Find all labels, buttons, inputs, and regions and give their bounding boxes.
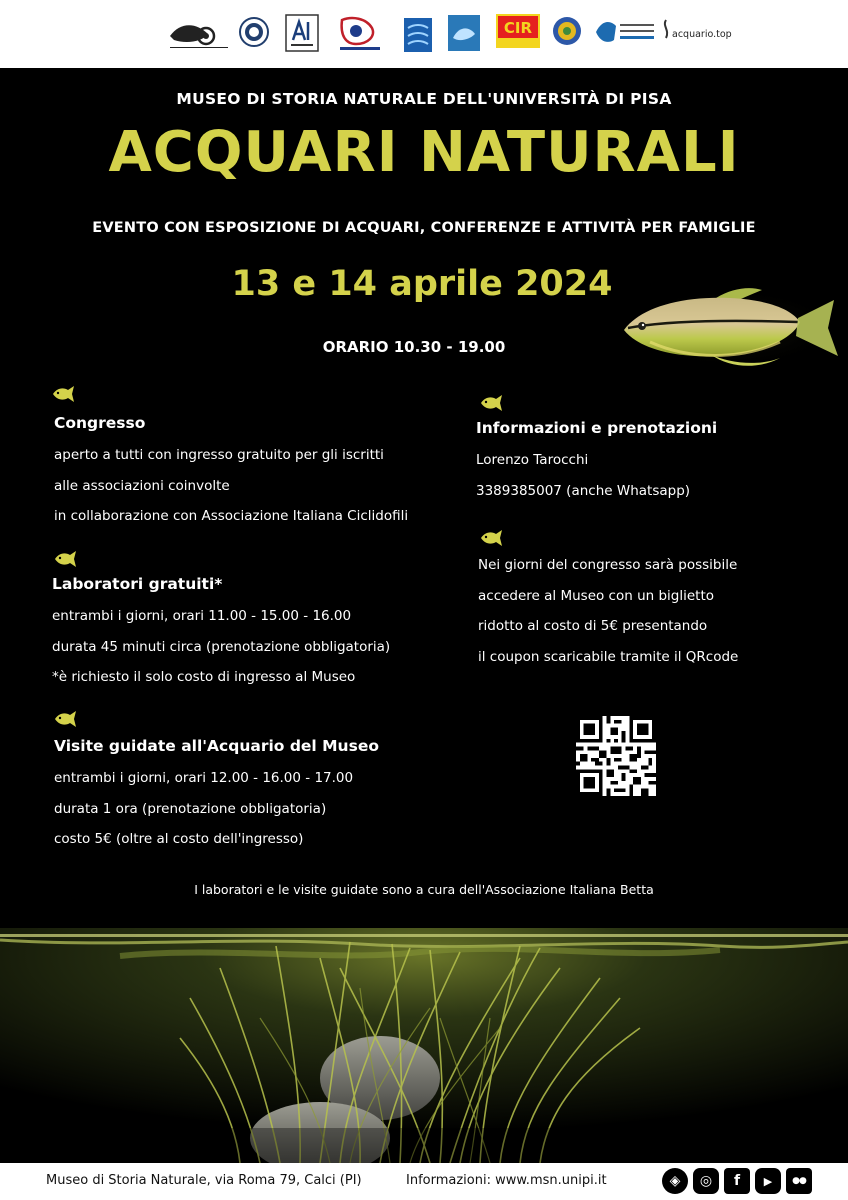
museo-storia-naturale-logo bbox=[166, 14, 232, 54]
svg-text:acquario.top: acquario.top bbox=[672, 29, 732, 40]
club-acquariofilo-logo bbox=[402, 14, 434, 54]
associazione-italiana-betta-logo bbox=[336, 14, 384, 54]
round-club-logo bbox=[552, 14, 582, 48]
congresso-section bbox=[54, 414, 474, 532]
visite-line: costo 5€ (oltre al costo dell'ingresso) bbox=[54, 831, 304, 847]
event-title: ACQUARI NATURALI bbox=[108, 120, 740, 185]
museo-ticket-section bbox=[478, 550, 838, 672]
congresso-line: aperto a tutti con ingresso gratuito per gli iscritti bbox=[54, 447, 384, 463]
associazione-italiana-ciclidofili-logo bbox=[594, 14, 656, 50]
fish-bullet-icon bbox=[478, 394, 504, 412]
visite-section bbox=[54, 737, 474, 855]
museum-heading: MUSEO DI STORIA NATURALE DELL'UNIVERSITÀ DI PISA bbox=[176, 90, 672, 108]
footer-website[interactable]: Informazioni: www.msn.unipi.it bbox=[406, 1173, 607, 1188]
laboratori-section bbox=[52, 575, 472, 693]
event-date: 13 e 14 aprile 2024 bbox=[231, 264, 613, 304]
laboratori-line: *è richiesto il solo costo di ingresso al Museo bbox=[52, 669, 356, 685]
museo-ticket-line: Nei giorni del congresso sarà possibile bbox=[478, 557, 738, 573]
gourami-fish-image bbox=[620, 280, 845, 370]
museum-logo-icon[interactable]: ◈ bbox=[662, 1168, 688, 1194]
visite-line: durata 1 ora (prenotazione obbligatoria) bbox=[54, 800, 327, 817]
fish-bullet-icon bbox=[50, 385, 76, 403]
info-phone: 3389385007 (anche Whatsapp) bbox=[476, 482, 691, 499]
youtube-icon[interactable]: ▶ bbox=[755, 1168, 781, 1194]
killifish-logo bbox=[447, 14, 481, 52]
svg-text:CIR: CIR bbox=[503, 19, 533, 37]
laboratori-title: Laboratori gratuiti* bbox=[52, 575, 223, 593]
event-subtitle: EVENTO CON ESPOSIZIONE DI ACQUARI, CONFERENZE E ATTIVITÀ PER FAMIGLIE bbox=[92, 220, 756, 236]
info-contact-name: Lorenzo Tarocchi bbox=[476, 452, 589, 468]
footer bbox=[0, 1163, 848, 1200]
instagram-icon[interactable]: ◎ bbox=[693, 1168, 719, 1194]
visite-title: Visite guidate all'Acquario del Museo bbox=[54, 737, 379, 755]
aquarium-plants-image bbox=[0, 928, 848, 1163]
flickr-icon[interactable]: ●● bbox=[786, 1168, 812, 1194]
universita-pisa-seal bbox=[238, 14, 270, 52]
info-title: Informazioni e prenotazioni bbox=[476, 419, 718, 437]
info-section bbox=[476, 419, 836, 506]
congresso-title: Congresso bbox=[54, 414, 146, 432]
laboratori-line: entrambi i giorni, orari 11.00 - 15.00 - 16.00 bbox=[52, 608, 352, 624]
fish-bullet-icon bbox=[52, 710, 78, 728]
acquario-top-logo bbox=[660, 14, 732, 48]
laboratori-line: durata 45 minuti circa (prenotazione obbligatoria) bbox=[52, 638, 391, 655]
visite-line: entrambi i giorni, orari 12.00 - 16.00 - 17.00 bbox=[54, 770, 354, 786]
qr-code[interactable] bbox=[576, 716, 656, 796]
congresso-line: alle associazioni coinvolte bbox=[54, 477, 230, 494]
facebook-icon[interactable]: f bbox=[724, 1168, 750, 1194]
fish-bullet-icon bbox=[478, 529, 504, 547]
poster-body bbox=[0, 68, 848, 1163]
museo-ticket-line: accedere al Museo con un biglietto bbox=[478, 587, 715, 604]
congresso-line: in collaborazione con Associazione Italiana Ciclidofili bbox=[54, 508, 409, 524]
cir-logo bbox=[496, 14, 540, 48]
fish-bullet-icon bbox=[52, 550, 78, 568]
organizer-note: I laboratori e le visite guidate sono a cura dell'Associazione Italiana Betta bbox=[194, 882, 654, 897]
footer-address: Museo di Storia Naturale, via Roma 79, Calci (PI) bbox=[46, 1173, 362, 1188]
event-hours: ORARIO 10.30 - 19.00 bbox=[322, 338, 506, 356]
aik-logo bbox=[285, 14, 319, 52]
museo-ticket-line: il coupon scaricabile tramite il QRcode bbox=[478, 648, 739, 665]
museo-ticket-line: ridotto al costo di 5€ presentando bbox=[478, 618, 708, 634]
sponsor-logo-strip bbox=[0, 0, 848, 68]
